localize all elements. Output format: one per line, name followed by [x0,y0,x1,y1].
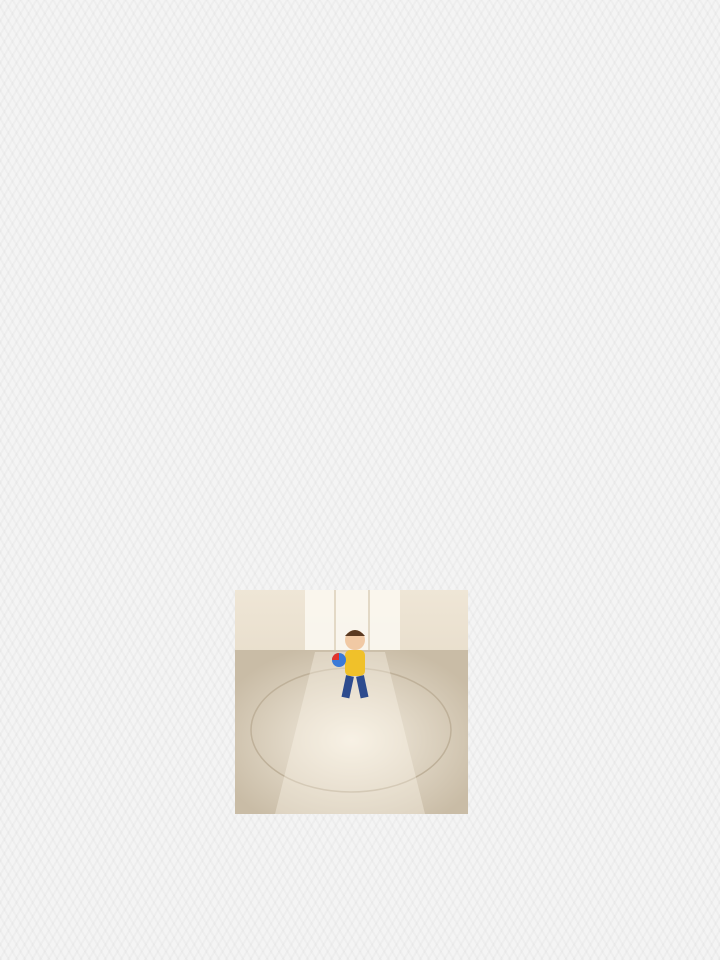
game-description [31,114,701,194]
bottom-knit-ornament [0,820,720,960]
top-knit-ornament [0,0,720,44]
children-circle-illustration [235,590,468,814]
